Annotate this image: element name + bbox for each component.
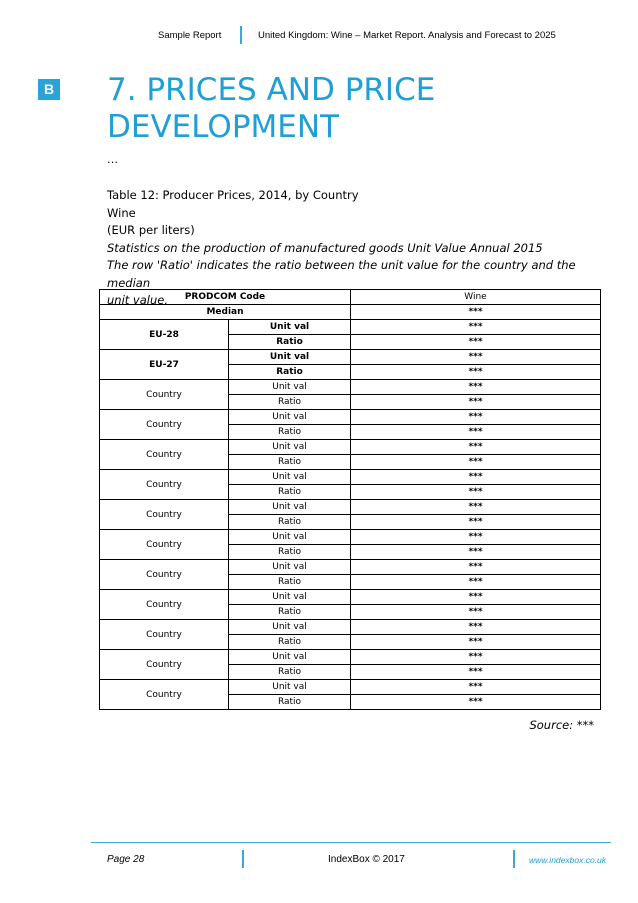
table-row xyxy=(100,620,601,635)
ratio-label: Ratio xyxy=(229,485,351,500)
unit-value-label: Unit val xyxy=(229,590,351,605)
row-label: Country xyxy=(100,530,229,560)
ratio-value-cell: *** xyxy=(351,455,601,470)
row-label: Country xyxy=(100,380,229,410)
table-row xyxy=(100,680,601,695)
row-label: Country xyxy=(100,410,229,440)
unit-value-cell: *** xyxy=(351,590,601,605)
unit-value-cell: *** xyxy=(351,440,601,455)
ratio-label: Ratio xyxy=(229,695,351,710)
ratio-label: Ratio xyxy=(229,425,351,440)
ratio-value-cell: *** xyxy=(351,605,601,620)
unit-value-label: Unit val xyxy=(229,440,351,455)
section-title: 7. PRICES AND PRICE DEVELOPMENT xyxy=(107,72,436,145)
footer-url-link[interactable]: www.indexbox.co.uk xyxy=(529,855,607,865)
unit-label: (EUR per liters) xyxy=(107,223,195,237)
ratio-label: Ratio xyxy=(229,665,351,680)
section-badge-icon: B xyxy=(38,79,60,100)
ratio-label: Ratio xyxy=(229,515,351,530)
unit-value-label: Unit val xyxy=(229,380,351,395)
ratio-value-cell: *** xyxy=(351,545,601,560)
unit-value-cell: *** xyxy=(351,380,601,395)
ratio-label: Ratio xyxy=(229,455,351,470)
unit-value-label: Unit val xyxy=(229,470,351,485)
ratio-value-cell: *** xyxy=(351,575,601,590)
row-label: Country xyxy=(100,620,229,650)
unit-value-label: Unit val xyxy=(229,650,351,665)
ratio-value-cell: *** xyxy=(351,395,601,410)
source-note: Source: *** xyxy=(529,718,594,732)
row-label: Country xyxy=(100,500,229,530)
unit-value-label: Unit val xyxy=(229,350,351,365)
unit-value-cell: *** xyxy=(351,650,601,665)
footer-copyright: IndexBox © 2017 xyxy=(328,854,405,865)
ratio-value-cell: *** xyxy=(351,695,601,710)
page-footer xyxy=(0,842,638,872)
table-caption: Table 12: Producer Prices, 2014, by Country xyxy=(107,188,359,202)
table-row xyxy=(100,440,601,455)
ratio-value-cell: *** xyxy=(351,635,601,650)
ratio-value-cell: *** xyxy=(351,485,601,500)
median-value: *** xyxy=(351,305,601,320)
row-label: Country xyxy=(100,560,229,590)
unit-value-cell: *** xyxy=(351,350,601,365)
unit-value-cell: *** xyxy=(351,470,601,485)
row-label: Country xyxy=(100,470,229,500)
table-row xyxy=(100,380,601,395)
table-row xyxy=(100,560,601,575)
row-label: Country xyxy=(100,680,229,710)
unit-value-label: Unit val xyxy=(229,530,351,545)
producer-prices-table xyxy=(99,289,601,710)
unit-value-cell: *** xyxy=(351,500,601,515)
page-number: Page 28 xyxy=(107,854,145,865)
unit-value-label: Unit val xyxy=(229,320,351,335)
row-label: Country xyxy=(100,650,229,680)
unit-value-cell: *** xyxy=(351,680,601,695)
product-name: Wine xyxy=(107,205,136,220)
ratio-note: The row 'Ratio' indicates the ratio between the unit value for the country and the median unit value. xyxy=(107,258,576,307)
header-prodcom-code: PRODCOM Code xyxy=(100,290,351,305)
ratio-value-cell: *** xyxy=(351,335,601,350)
footer-rule xyxy=(91,842,611,843)
table-row xyxy=(100,350,601,365)
header-separator xyxy=(240,26,242,44)
table-row xyxy=(100,500,601,515)
ratio-value-cell: *** xyxy=(351,365,601,380)
unit-value-cell: *** xyxy=(351,620,601,635)
table-header-row xyxy=(100,290,601,305)
ratio-label: Ratio xyxy=(229,365,351,380)
table-row xyxy=(100,590,601,605)
unit-value-label: Unit val xyxy=(229,410,351,425)
footer-separator xyxy=(513,850,515,868)
ellipsis: … xyxy=(107,153,118,166)
header-report-type: Sample Report xyxy=(158,30,222,41)
ratio-label: Ratio xyxy=(229,575,351,590)
unit-value-cell: *** xyxy=(351,320,601,335)
ratio-value-cell: *** xyxy=(351,425,601,440)
unit-value-label: Unit val xyxy=(229,500,351,515)
ratio-label: Ratio xyxy=(229,335,351,350)
table-row xyxy=(100,650,601,665)
row-label: Country xyxy=(100,440,229,470)
table-row xyxy=(100,320,601,335)
table-median-row xyxy=(100,305,601,320)
ratio-label: Ratio xyxy=(229,635,351,650)
ratio-label: Ratio xyxy=(229,545,351,560)
table-row xyxy=(100,470,601,485)
table-row xyxy=(100,410,601,425)
median-label: Median xyxy=(100,305,351,320)
ratio-label: Ratio xyxy=(229,605,351,620)
unit-value-label: Unit val xyxy=(229,560,351,575)
unit-value-cell: *** xyxy=(351,530,601,545)
unit-value-label: Unit val xyxy=(229,620,351,635)
header-report-title: United Kingdom: Wine – Market Report. Analysis and Forecast to 2025 xyxy=(258,30,556,41)
page-header xyxy=(0,30,638,46)
row-label: EU-27 xyxy=(100,350,229,380)
row-label: EU-28 xyxy=(100,320,229,350)
table-row xyxy=(100,530,601,545)
ratio-label: Ratio xyxy=(229,395,351,410)
unit-value-cell: *** xyxy=(351,560,601,575)
unit-value-cell: *** xyxy=(351,410,601,425)
ratio-value-cell: *** xyxy=(351,515,601,530)
statistics-note: Statistics on the production of manufactured goods Unit Value Annual 2015 xyxy=(107,240,543,255)
ratio-value-cell: *** xyxy=(351,665,601,680)
row-label: Country xyxy=(100,590,229,620)
unit-value-label: Unit val xyxy=(229,680,351,695)
footer-separator xyxy=(242,850,244,868)
header-wine: Wine xyxy=(351,290,601,305)
